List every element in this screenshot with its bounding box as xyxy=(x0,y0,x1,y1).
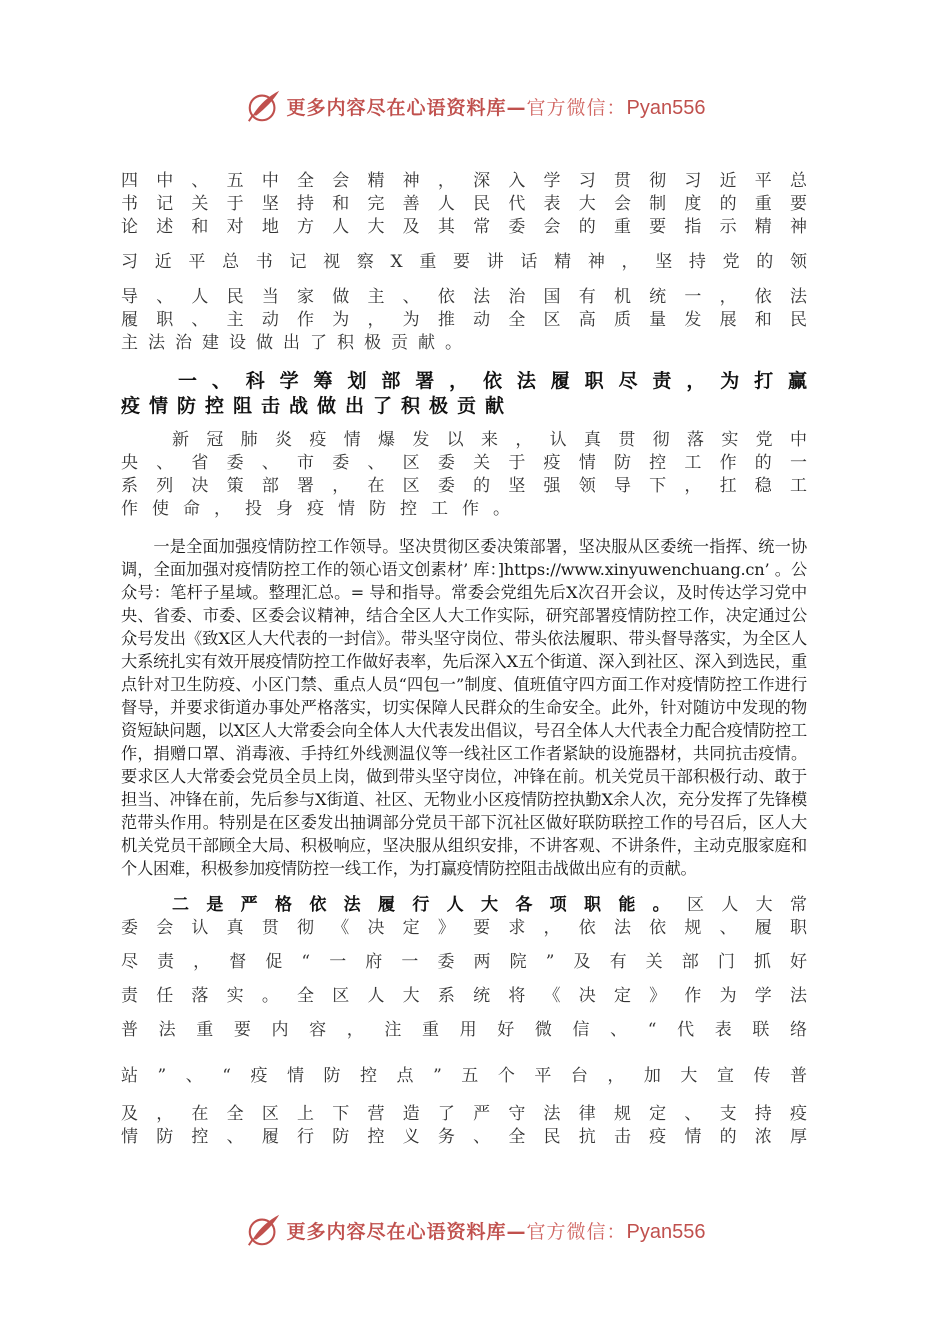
lead-bold-text: 二是严格依法履行人大各项职能。 xyxy=(172,895,687,915)
text-line xyxy=(121,894,807,917)
text-line: 履职、主动作为，为推动全区高质量发展和民 xyxy=(121,310,807,330)
text-line: 习近平总书记视察X重要讲话精神，坚持党的领 xyxy=(121,252,807,272)
text-line: 四中、五中全会精神，深入学习贯彻习近平总 xyxy=(121,171,807,191)
text-line: 系列决策部署，在区委的坚强领导下，扛稳工 xyxy=(121,476,807,496)
section-heading xyxy=(121,369,807,419)
watermark-banner-bottom xyxy=(0,1208,950,1252)
text-line: 站”、“疫情防控点”五个平台，加大宣传普 xyxy=(121,1066,807,1086)
text-line: 尽责，督促“一府一委两院”及有关部门抓好 xyxy=(121,952,807,972)
watermark-banner-top xyxy=(0,84,950,128)
text-line: 委会认真贯彻《决定》要求，依法依规、履职 xyxy=(121,918,807,938)
text-line: 普法重要内容，注重用好微信、“代表联络 xyxy=(121,1020,807,1040)
text-line: 央、省委、市委、区委关于疫情防控工作的一 xyxy=(121,453,807,473)
watermark-text: 更多内容尽在心语资料库—官方微信：Pyan556 xyxy=(286,1220,706,1243)
section-intro-paragraph xyxy=(121,429,807,521)
quill-pen-logo-icon xyxy=(245,1211,283,1249)
heading-line: 一、科学筹划部署，依法履职尽责，为打赢 xyxy=(178,370,807,392)
text-line: 导、人民当家做主、依法治国有机统一，依法 xyxy=(121,287,807,307)
section-two-paragraph xyxy=(121,894,807,1149)
text-line: 责任落实。全区人大系统将《决定》作为学法 xyxy=(121,986,807,1006)
lead-text: 区人大常 xyxy=(687,895,807,915)
text-line: 论述和对地方人大及其常委会的重要指示精神 xyxy=(121,217,807,237)
heading-line: 疫情防控阻击战做出了积极贡献 xyxy=(121,395,514,417)
text-line: 作使命，投身疫情防控工作。 xyxy=(121,499,524,519)
text-line: 新冠肺炎疫情爆发以来，认真贯彻落实党中 xyxy=(172,430,807,450)
body-paragraph: 一是全面加强疫情防控工作领导。坚决贯彻区委决策部署，坚决服从区委统一指挥、统一协调，全面加强对疫情防控工作的领心语文创素材’ 库：]https://www.xinyuwenchuang.cn’ 。公众号：笔杆子星域。整理汇总。= 导和指导。常委会党组先后X次召开会议，及时传达学习党中央、省委、市委、区委会议精神，结合全区人大工作实际，研究部署疫情防控工作，决定通过公众号发出《致X区人大代表的一封信》。带头坚守岗位、带头依法履职、带头督导落实，为全区人大系统扎实有效开展疫情防控工作做好表率，先后深入X五个街道、深入到社区、深入到选民，重点针对卫生防疫、小区门禁、重点人员“四包一”制度、值班值守四方面工作对疫情防控工作进行督导，并要求街道办事处严格落实，切实保障人民群众的生命安全。此外，针对随访中发现的物资短缺问题，以X区人大常委会向全体人大代表发出倡议，号召全体人大代表全力配合疫情防控工作，捐赠口罩、消毒液、手持红外线测温仪等一线社区工作者紧缺的设施器材，共同抗击疫情。要求区人大常委会党员全员上岗，做到带头坚守岗位，冲锋在前。机关党员干部积极行动、敢于担当、冲锋在前，先后参与X街道、社区、无物业小区疫情防控执勤X余人次，充分发挥了先锋模范带头作用。特别是在区委发出抽调部分党员干部下沉社区做好联防联控工作的号召后，区人大机关党员干部顾全大局、积极响应，坚决服从组织安排，不讲客观、不讲条件，主动克服家庭和个人困难，积极参加疫情防控一线工作，为打赢疫情防控阻击战做出应有的贡献。 xyxy=(121,537,807,878)
document-body xyxy=(121,170,807,1149)
intro-paragraph xyxy=(121,170,807,355)
text-line: 书记关于坚持和完善人民代表大会制度的重要 xyxy=(121,194,807,214)
text-line: 及，在全区上下营造了严守法律规定、支持疫 xyxy=(121,1104,807,1124)
watermark-text: 更多内容尽在心语资料库—官方微信：Pyan556 xyxy=(286,96,706,119)
text-line: 情防控、履行防控义务、全民抗击疫情的浓厚 xyxy=(121,1127,807,1147)
text-line: 主法治建设做出了积极贡献。 xyxy=(121,333,472,353)
quill-pen-logo-icon xyxy=(245,87,283,125)
